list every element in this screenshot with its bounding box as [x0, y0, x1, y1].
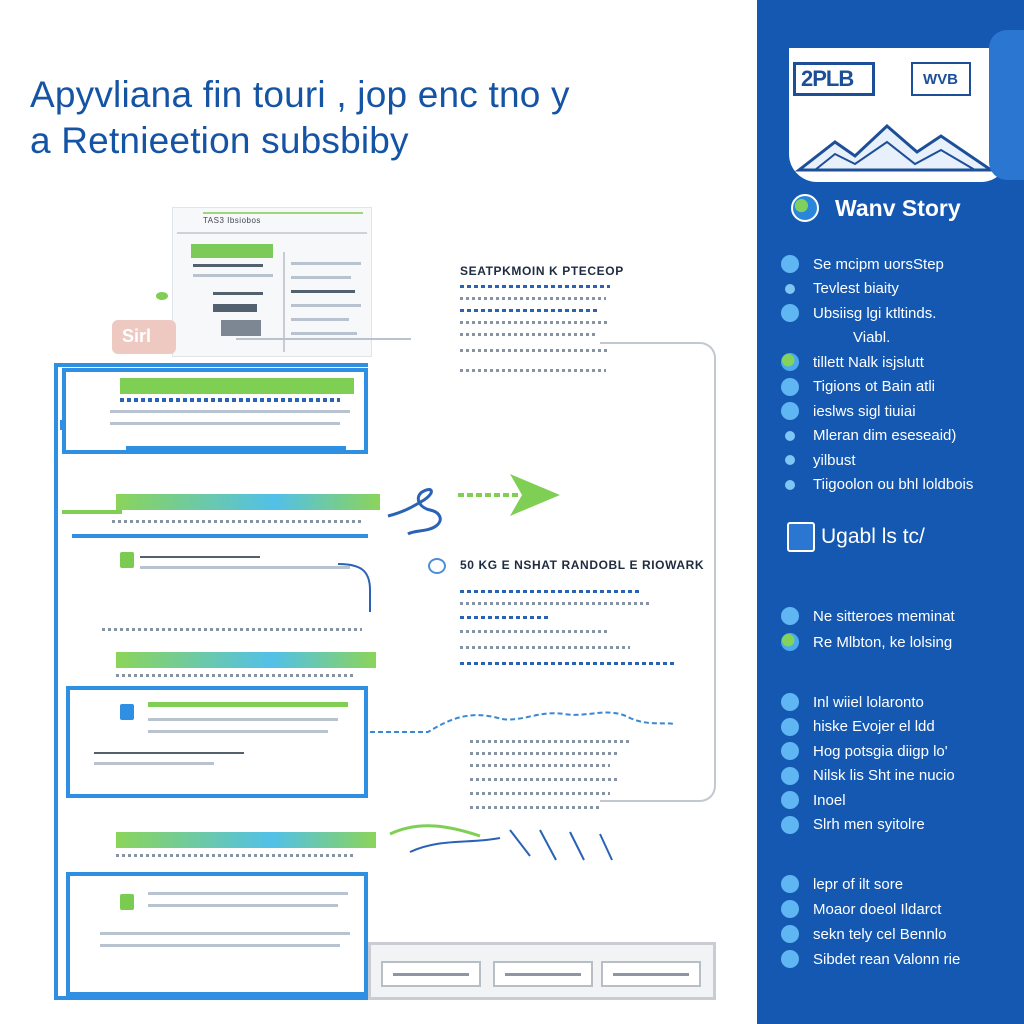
mountain-icon — [795, 112, 999, 176]
preview-line — [193, 274, 273, 277]
preview-line — [213, 292, 263, 295]
story-list-1-label: Tevlest biaity — [813, 280, 899, 297]
brand-logo-tag: WVB — [911, 62, 971, 96]
bullet-icon — [785, 431, 795, 441]
green-dot-icon — [156, 292, 168, 300]
story-heading-text: Wanv Story — [835, 194, 961, 221]
bullet-icon — [781, 875, 799, 893]
curve-connector-icon — [336, 560, 376, 614]
bullet-icon — [781, 378, 799, 396]
bullet-icon — [785, 284, 795, 294]
story-list-1-item[interactable] — [781, 424, 956, 448]
preview-line — [193, 264, 263, 267]
preview-highlight-bar — [191, 244, 273, 258]
page-headline — [30, 72, 740, 164]
action-button-2[interactable] — [493, 961, 593, 987]
story-list-3-label: Inoel — [813, 791, 846, 809]
story-list-1-item[interactable] — [781, 252, 944, 276]
bullet-icon — [781, 255, 799, 273]
card-5-icon — [120, 704, 134, 720]
story-list-1-item[interactable] — [781, 301, 936, 325]
brand-logo-mark: 2PLB — [793, 62, 875, 96]
brand-logo-card[interactable] — [789, 48, 1009, 182]
arrow-right-icon — [456, 470, 562, 520]
story-list-4-label: sekn tely cel Bennlo — [813, 925, 947, 943]
story-list-4-item[interactable] — [781, 897, 941, 921]
workflow-card-4[interactable] — [62, 648, 380, 688]
card-1-footer — [126, 446, 346, 450]
story-list-1-label: Tiigoolon ou bhl loldbois — [813, 476, 974, 493]
story-list-1-label: Tigions ot Bain atli — [813, 378, 936, 395]
bullet-icon — [781, 693, 799, 711]
section-2-heading-text: Ugabl ls tc/ — [821, 525, 925, 548]
story-list-4-label: Moaor doeol Ildarct — [813, 900, 942, 918]
card-7-line — [100, 932, 350, 935]
bullet-icon — [781, 718, 799, 736]
story-list-1-label: Mleran dim eseseaid) — [813, 427, 957, 444]
card-6-dots — [116, 854, 356, 857]
story-sidebar — [757, 0, 1024, 1024]
story-list-1-item[interactable] — [781, 448, 856, 472]
card-3-dots — [102, 628, 362, 631]
preview-baseline — [236, 338, 411, 340]
globe-icon — [785, 188, 825, 228]
waveform-connector-icon — [368, 700, 678, 740]
headline-line-1: Apyvliana fin touri , jop enc tno y — [30, 74, 570, 115]
card-1-line — [110, 422, 340, 425]
workflow-card-5[interactable] — [66, 686, 368, 798]
story-list-1-item[interactable] — [781, 399, 916, 423]
story-list-3-label: Inl wiiel lolaronto — [813, 693, 924, 711]
card-3-line — [140, 566, 350, 569]
story-list-3-item[interactable] — [781, 788, 846, 812]
story-list-3-item[interactable] — [781, 813, 925, 837]
story-list-1-item[interactable] — [781, 473, 973, 497]
story-list-3-item[interactable] — [781, 715, 935, 739]
story-list-1-label: ieslws sigl tiuiai — [813, 402, 916, 420]
workflow-card-6[interactable] — [62, 828, 380, 868]
story-list-1-item[interactable] — [781, 375, 935, 399]
story-list-2-label: Ne sitteroes meminat — [813, 607, 955, 625]
preview-rule — [177, 232, 367, 234]
workflow-card-3[interactable] — [62, 544, 368, 640]
bullet-icon — [781, 950, 799, 968]
bullet-icon — [781, 791, 799, 809]
bullet-icon — [781, 816, 799, 834]
bullet-icon — [781, 767, 799, 785]
story-list-1-item[interactable] — [781, 277, 899, 301]
preview-side-panel — [283, 252, 367, 352]
story-list-1-label: yilbust — [813, 451, 856, 469]
bullet-icon — [785, 455, 795, 465]
story-list-3-label: Slrh men syitolre — [813, 816, 925, 833]
story-list-1-label: tillett Nalk isjslutt — [813, 353, 924, 371]
story-list-1-item[interactable] — [781, 350, 924, 374]
card-2-footer — [72, 534, 368, 538]
card-7-line — [100, 944, 340, 947]
story-list-3-item[interactable] — [781, 690, 924, 714]
globe-bullet-icon — [781, 353, 799, 371]
workflow-card-7[interactable] — [66, 872, 368, 996]
story-list-2-item[interactable] — [781, 604, 955, 628]
bullet-icon — [785, 480, 795, 490]
story-list-3-label: hiske Evojer el ldd — [813, 718, 935, 735]
card-4-bar — [116, 652, 376, 668]
story-list-4-label: Sibdet rean Valonn rie — [813, 950, 961, 968]
headline-line-2: a Retnieetion subsbiby — [30, 120, 409, 161]
story-list-1-label: Se mcipm uorsStep — [813, 255, 944, 273]
card-5-line — [148, 718, 338, 721]
preview-document[interactable] — [172, 207, 372, 357]
card-5-bar — [148, 702, 348, 707]
story-list-4-item[interactable] — [781, 947, 960, 971]
bullet-icon — [781, 402, 799, 420]
card-1-line — [110, 410, 350, 413]
squiggle-connector-icon — [384, 486, 454, 542]
story-list-4-item[interactable] — [781, 872, 903, 896]
card-7-line — [148, 904, 338, 907]
card-3-icon — [120, 552, 134, 568]
preview-image — [221, 320, 261, 336]
story-list-3-label: Hog potsgia diigp lo' — [813, 742, 948, 760]
logo-splash — [989, 30, 1024, 180]
bottom-button-bar — [368, 942, 716, 1000]
story-list-1-label: Ubsiisg lgi ktltinds. — [813, 304, 937, 322]
card-1-bar — [120, 378, 354, 394]
circle-node-icon[interactable] — [428, 558, 446, 574]
story-list-2-label: Re Mlbton, ke lolsing — [813, 633, 953, 651]
branching-arrows-icon — [380, 816, 650, 866]
bullet-icon — [781, 304, 799, 322]
card-2-bar — [116, 494, 380, 510]
story-list-4-item[interactable] — [781, 922, 946, 946]
preview-block — [213, 304, 257, 312]
story-list-3-item[interactable] — [781, 764, 955, 788]
story-list-1-label: Viabl. — [853, 329, 891, 346]
card-2-tab — [62, 510, 122, 514]
card-2-dots — [112, 520, 362, 523]
section-1-title: SEATPKMOIN K PTECEOP — [460, 264, 624, 278]
story-list-2-item[interactable] — [781, 630, 952, 654]
story-list-1-item[interactable] — [781, 326, 890, 350]
preview-title: TAS3 Ibsiobos — [203, 216, 261, 225]
bullet-icon — [781, 742, 799, 760]
story-list-3-item[interactable] — [781, 739, 948, 763]
globe-bullet-icon — [781, 633, 799, 651]
preview-badge: Sirl — [112, 320, 176, 354]
card-5-line — [148, 730, 328, 733]
card-3-line — [140, 556, 260, 558]
workflow-card-1[interactable] — [62, 368, 368, 454]
card-7-line — [148, 892, 348, 895]
document-icon — [787, 522, 815, 552]
story-heading — [785, 188, 961, 228]
card-5-line — [94, 752, 244, 754]
bullet-icon — [781, 925, 799, 943]
card-4-dots — [116, 674, 356, 677]
story-list-3-label: Nilsk lis Sht ine nucio — [813, 767, 955, 784]
story-list-4-label: lepr of ilt sore — [813, 875, 904, 893]
section-2-title: 50 KG E NSHAT RANDOBL E RIOWARK — [460, 558, 705, 572]
bullet-icon — [781, 900, 799, 918]
action-button-3[interactable] — [601, 961, 701, 987]
card-1-wave — [120, 398, 340, 402]
preview-title-underline — [203, 212, 363, 214]
card-5-line — [94, 762, 214, 765]
card-7-icon — [120, 894, 134, 910]
workflow-card-2[interactable] — [62, 490, 380, 540]
action-button-1[interactable] — [381, 961, 481, 987]
bullet-icon — [781, 607, 799, 625]
section-2-heading — [787, 522, 925, 552]
card-6-bar — [116, 832, 376, 848]
